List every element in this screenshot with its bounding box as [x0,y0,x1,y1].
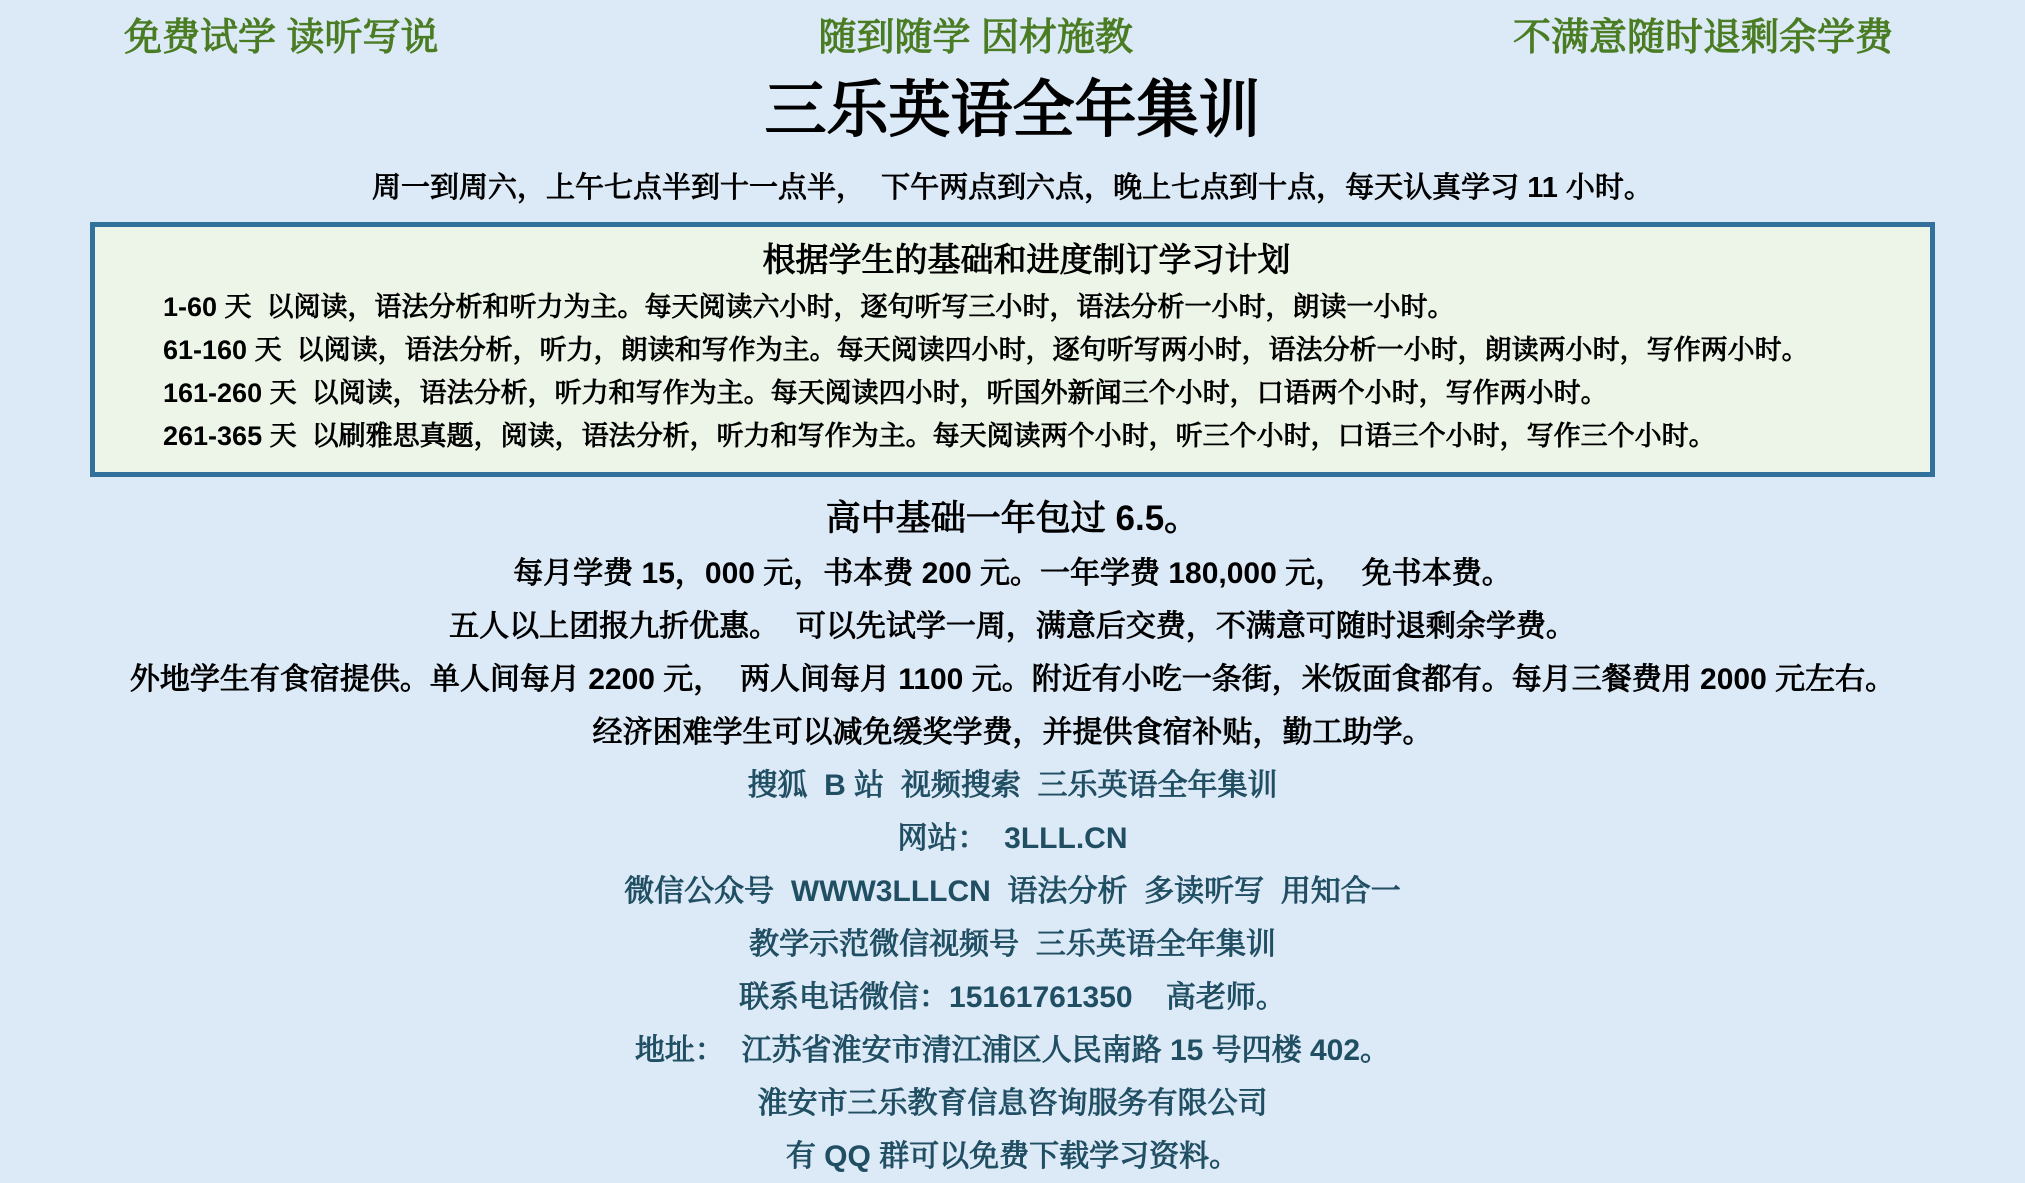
guarantee-line: 高中基础一年包过 6.5。 [825,498,1200,538]
slogan-flexible-start: 随到随学 因材施教 [818,17,1134,59]
schedule-line: 周一到周六，上午七点半到十一点半， 下午两点到六点，晚上七点到十点，每天认真学习 11 小时。 [372,171,1653,204]
contact-address-line: 地址： 江苏省淮安市清江浦区人民南路 15 号四楼 402。 [634,1033,1391,1067]
slogan-free-trial: 免费试学 读听写说 [124,17,439,59]
slogan-refund: 不满意随时退剩余学费 [1512,17,1893,59]
contact-video-search-line: 搜狐 B 站 视频搜索 三乐英语全年集训 [747,768,1278,802]
plan-item-days-1-60: 1-60 天 以阅读，语法分析和听力为主。每天阅读六小时，逐句听写三小时，语法分析一小时，朗读一小时。 [163,291,1455,322]
plan-item-days-161-260: 161-260 天 以阅读，语法分析，听力和写作为主。每天阅读四小时，听国外新闻三个小时，口语两个小时，写作两小时。 [163,377,1608,408]
contact-qq-line: 有 QQ 群可以免费下载学习资料。 [785,1139,1240,1173]
pricing-lodging-line: 外地学生有食宿提供。单人间每月 2200 元， 两人间每月 1100 元。附近有小吃一条街，米饭面食都有。每月三餐费用 2000 元左右。 [129,662,1896,696]
contact-company-line: 淮安市三乐教育信息咨询服务有限公司 [757,1086,1268,1120]
pricing-tuition-line: 每月学费 15，000 元，书本费 200 元。一年学费 180,000 元， 免书本费。 [513,556,1512,590]
contact-phone-line: 联系电话微信：15161761350 高老师。 [739,980,1286,1014]
study-plan-title: 根据学生的基础和进度制订学习计划 [762,240,1291,278]
contact-wechat-video-line: 教学示范微信视频号 三乐英语全年集训 [749,927,1276,961]
page-title: 三乐英语全年集训 [764,75,1261,145]
plan-item-days-61-160: 61-160 天 以阅读，语法分析，听力，朗读和写作为主。每天阅读四小时，逐句听写两小时，语法分析一小时，朗读两小时，写作两小时。 [163,334,1809,365]
pricing-aid-line: 经济困难学生可以减免缓奖学费，并提供食宿补贴，勤工助学。 [592,715,1433,749]
contact-wechat-official-line: 微信公众号 WWW3LLLCN 语法分析 多读听写 用知合一 [624,874,1401,908]
contact-website-line: 网站： 3LLL.CN [897,821,1128,855]
study-plan-box [90,222,1935,477]
slogan-row [0,0,2025,60]
pricing-discount-line: 五人以上团报九折优惠。 可以先试学一周，满意后交费，不满意可随时退剩余学费。 [449,609,1576,643]
plan-item-days-261-365: 261-365 天 以刷雅思真题，阅读，语法分析，听力和写作为主。每天阅读两个小时，听三个小时，口语三个小时，写作三个小时。 [163,420,1716,451]
